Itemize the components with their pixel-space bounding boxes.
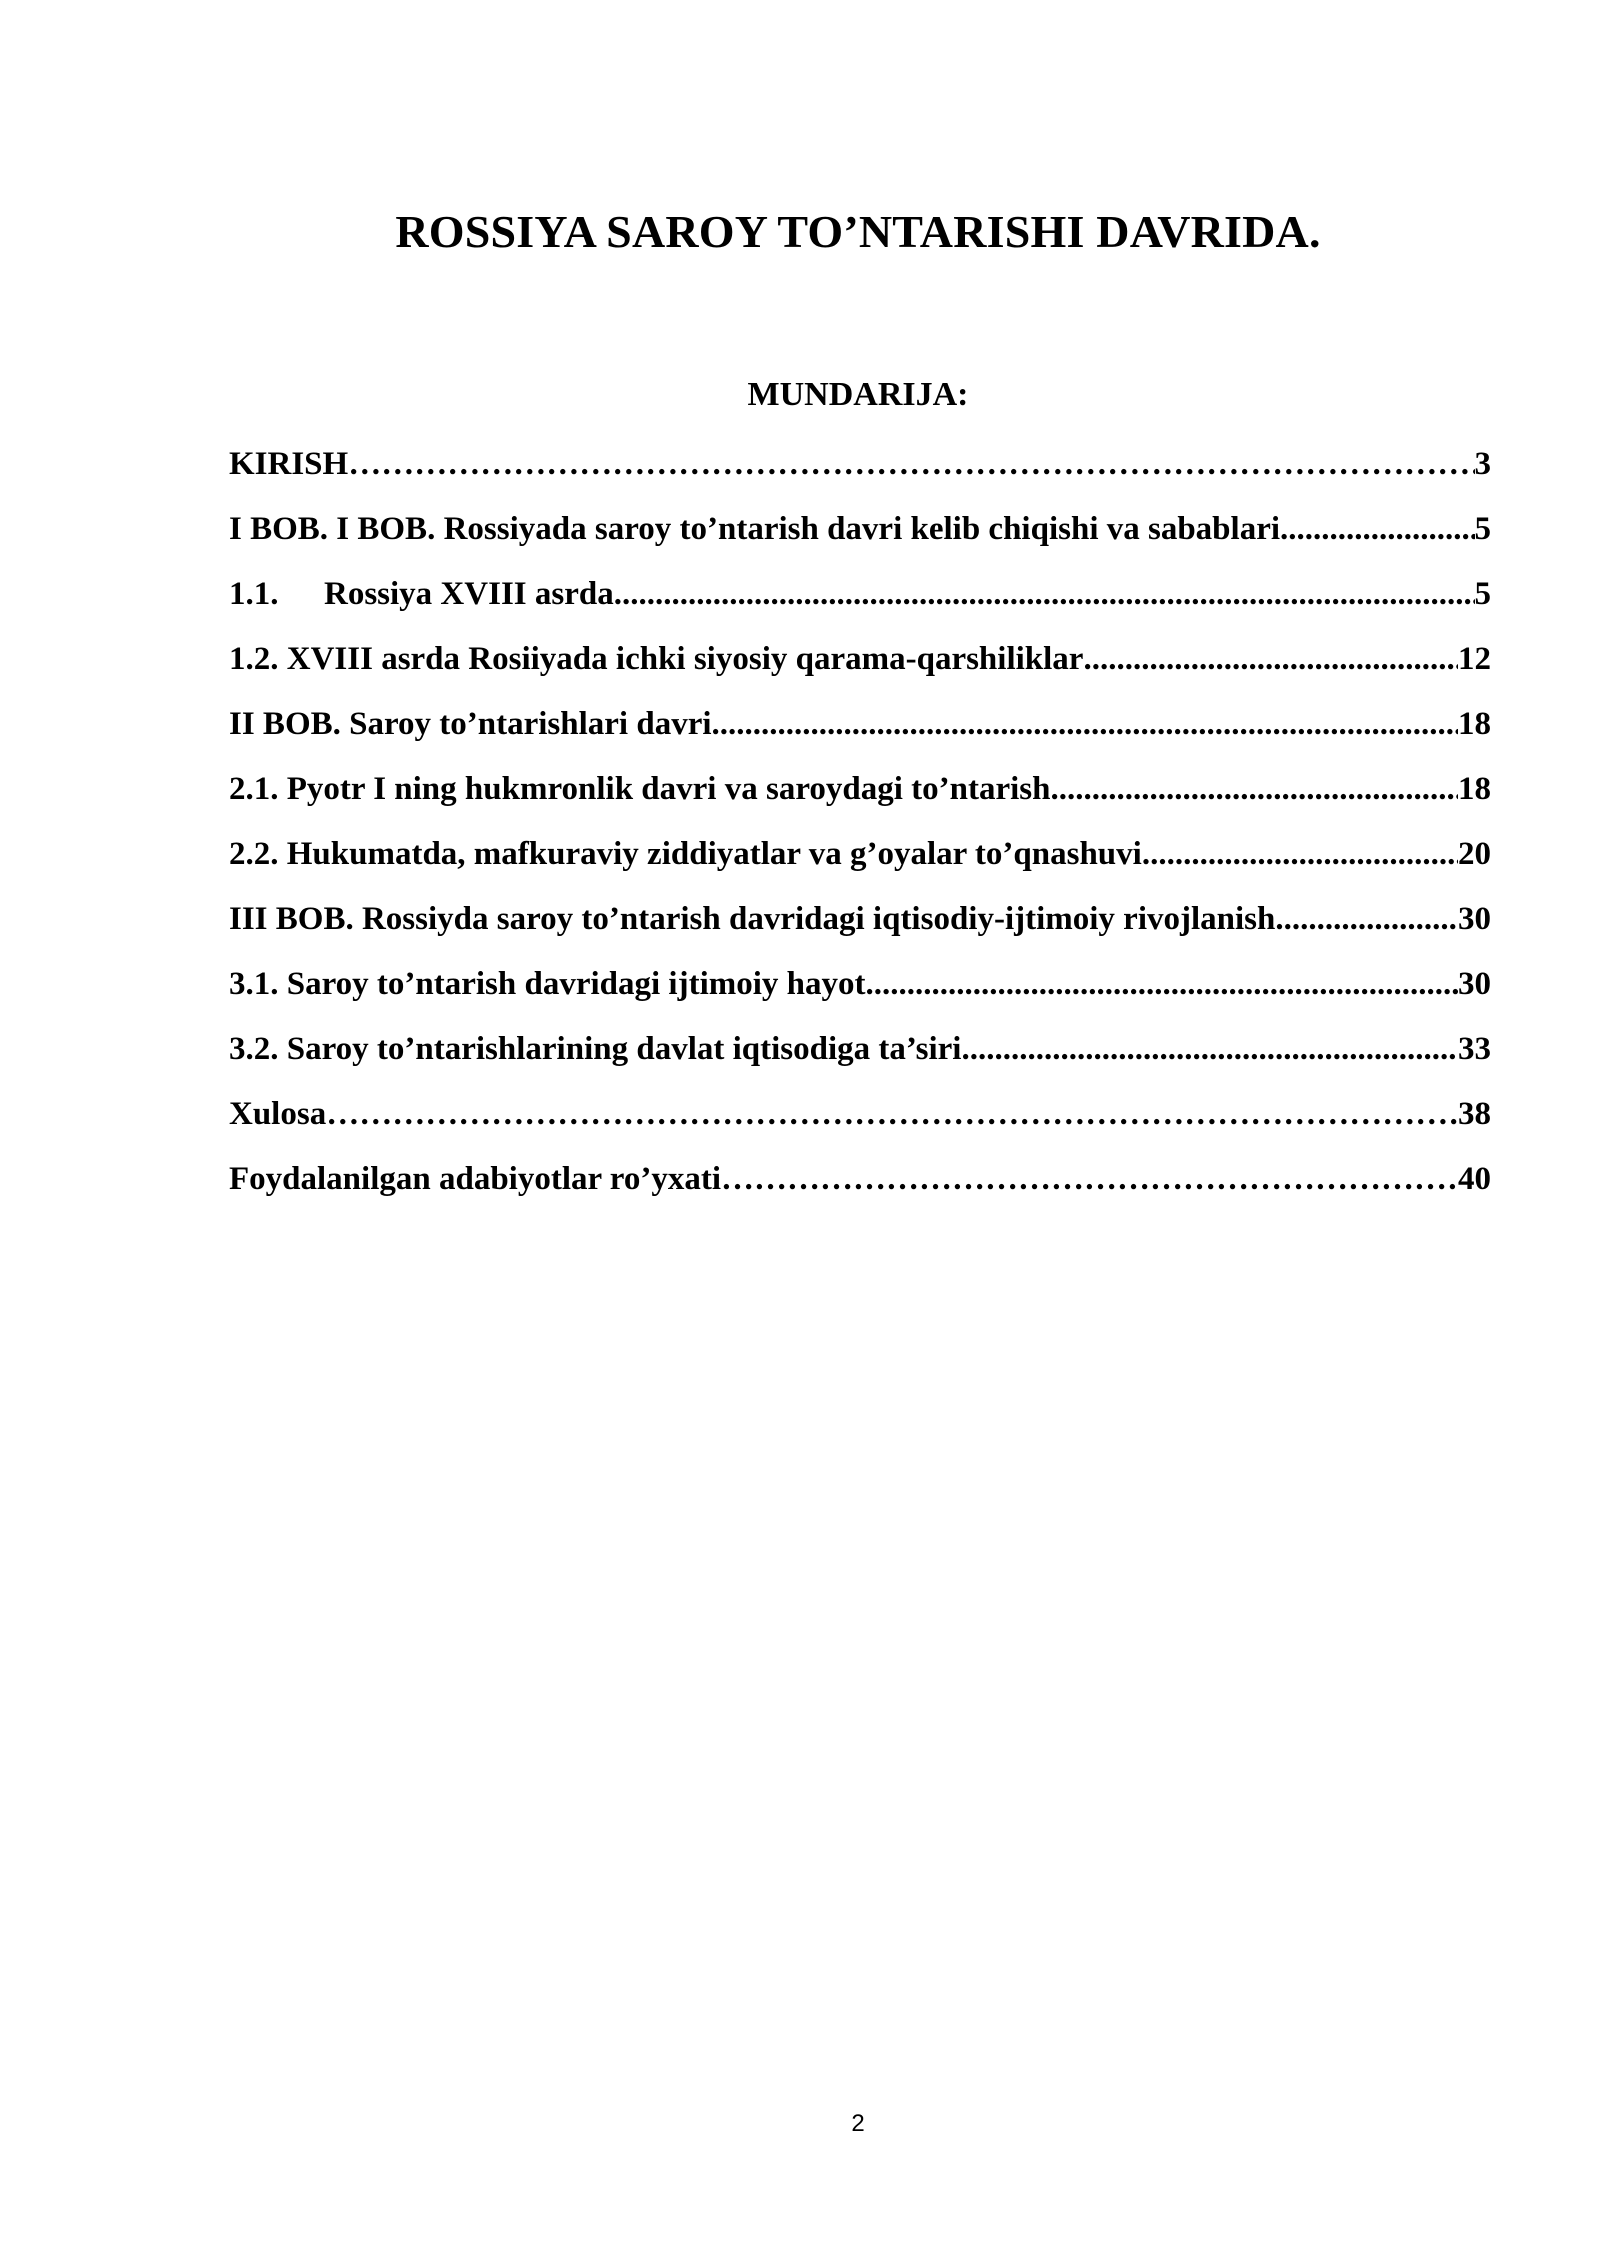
- toc-entry-label: II BOB. Saroy to’ntarishlari davri: [229, 706, 712, 742]
- toc-entry-page: 18: [1458, 706, 1491, 742]
- toc-entry-page: 30: [1458, 966, 1491, 1002]
- toc-entry-section-3-1[interactable]: [229, 960, 1491, 1025]
- toc-entry-page: 5: [1474, 511, 1491, 547]
- toc-entry-label: III BOB. Rossiyda saroy to’ntarish davridagi iqtisodiy-ijtimoiy rivojlanish: [229, 901, 1276, 937]
- table-of-contents: [229, 440, 1491, 1220]
- toc-entry-section-1-2[interactable]: [229, 635, 1491, 700]
- page-number: 2: [851, 2110, 865, 2137]
- toc-leader-dots: [1142, 830, 1458, 878]
- toc-leader-dots: [1275, 895, 1458, 943]
- toc-entry-page: 5: [1474, 576, 1491, 612]
- toc-entry-label: 2.1. Pyotr I ning hukmronlik davri va saroydagi to’ntarish: [229, 771, 1051, 807]
- toc-entry-kirish[interactable]: [229, 440, 1491, 505]
- toc-leader-dots: [866, 960, 1459, 1008]
- toc-entry-page: 3: [1474, 446, 1491, 482]
- toc-entry-label: KIRISH: [229, 446, 349, 482]
- toc-leader-dots: [1280, 505, 1474, 553]
- toc-entry-page: 18: [1458, 771, 1491, 807]
- toc-leader-dots: [1083, 635, 1458, 683]
- toc-entry-section-3-2[interactable]: [229, 1025, 1491, 1090]
- toc-entry-page: 20: [1458, 836, 1491, 872]
- toc-entry-section-2-1[interactable]: [229, 765, 1491, 830]
- toc-heading: MUNDARIJA:: [747, 376, 969, 413]
- toc-entry-section-2-2[interactable]: [229, 830, 1491, 895]
- toc-entry-chapter-3[interactable]: [229, 895, 1491, 960]
- toc-leader-dots: [348, 440, 1474, 488]
- toc-entry-label: 3.2. Saroy to’ntarishlarining davlat iqtisodiga ta’siri: [229, 1031, 962, 1067]
- toc-entry-page: 38: [1458, 1096, 1491, 1132]
- toc-entry-label: 1.2. XVIII asrda Rosiiyada ichki siyosiy qarama-qarshiliklar: [229, 641, 1084, 677]
- toc-entry-chapter-2[interactable]: [229, 700, 1491, 765]
- toc-entry-page: 30: [1458, 901, 1491, 937]
- toc-entry-label: Foydalanilgan adabiyotlar ro’yxati: [229, 1161, 722, 1197]
- toc-entry-label: 3.1. Saroy to’ntarish davridagi ijtimoiy hayot: [229, 966, 866, 1002]
- toc-entry-page: 33: [1458, 1031, 1491, 1067]
- toc-leader-dots: [712, 700, 1458, 748]
- toc-entry-chapter-1[interactable]: [229, 505, 1491, 570]
- toc-entry-page: 12: [1458, 641, 1491, 677]
- document-title: ROSSIYA SAROY TO’NTARISHI DAVRIDA.: [395, 206, 1321, 257]
- toc-entry-number: 1.1.: [229, 576, 279, 612]
- toc-entry-label: [229, 570, 614, 618]
- toc-entry-label: Xulosa: [229, 1096, 327, 1132]
- toc-entry-label: I BOB. I BOB. Rossiyada saroy to’ntarish davri kelib chiqishi va sabablari: [229, 511, 1281, 547]
- toc-leader-dots: [961, 1025, 1458, 1073]
- toc-leader-dots: [614, 570, 1475, 618]
- toc-entry-label: 2.2. Hukumatda, mafkuraviy ziddiyatlar va g’oyalar to’qnashuvi: [229, 836, 1142, 872]
- toc-entry-section-1-1[interactable]: [229, 570, 1491, 635]
- toc-entry-xulosa[interactable]: [229, 1090, 1491, 1155]
- toc-entry-title: Rossiya XVIII asrda: [324, 576, 614, 612]
- toc-leader-dots: [1050, 765, 1458, 813]
- toc-entry-references[interactable]: [229, 1155, 1491, 1220]
- toc-entry-page: 40: [1458, 1161, 1491, 1197]
- toc-leader-dots: [721, 1155, 1458, 1203]
- toc-leader-dots: [326, 1090, 1458, 1138]
